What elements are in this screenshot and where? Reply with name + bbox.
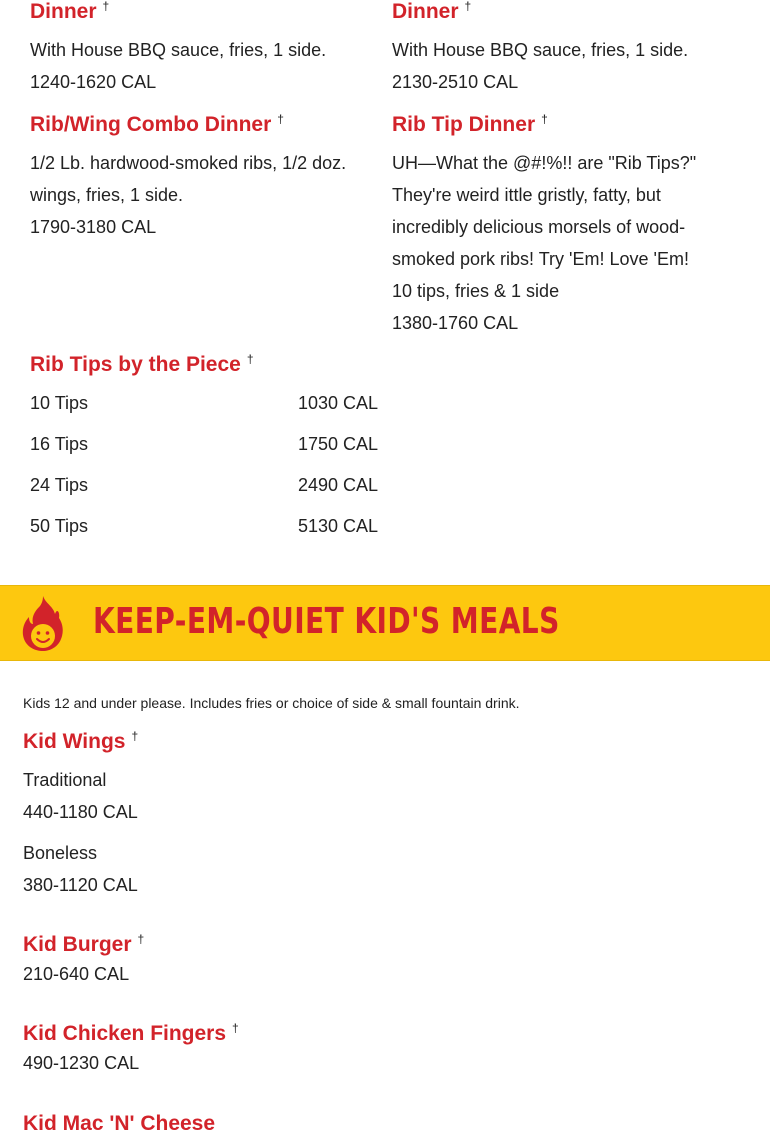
flame-face-icon (22, 594, 64, 652)
dagger-mark: † (102, 0, 110, 13)
item-title-kid-chicken-fingers (23, 1022, 239, 1046)
dagger-mark: † (541, 112, 548, 126)
table-row-label: 10 Tips (30, 393, 89, 413)
item-title-text: Kid Mac 'N' Cheese (23, 1112, 216, 1135)
item-calories: 1380-1760 CAL (392, 313, 519, 333)
item-title-text: Dinner (30, 0, 97, 23)
item-title-rib-tip-dinner (392, 113, 548, 137)
table-row-label: 16 Tips (30, 434, 89, 454)
item-calories: 490-1230 CAL (23, 1053, 140, 1073)
item-title-kid-wings (23, 730, 138, 754)
item-title-text: Dinner (392, 0, 459, 23)
option-label: Traditional (23, 770, 107, 790)
item-description-line: UH—What the @#!%!! are "Rib Tips?" (392, 153, 697, 173)
item-description-line: smoked pork ribs! Try 'Em! Love 'Em! (392, 249, 689, 269)
dagger-mark: † (277, 112, 284, 126)
item-description-line: wings, fries, 1 side. (30, 185, 184, 205)
item-description: With House BBQ sauce, fries, 1 side. (392, 40, 689, 60)
item-title-text: Rib Tips by the Piece (30, 353, 241, 376)
dagger-mark: † (137, 932, 145, 946)
option-calories: 440-1180 CAL (23, 802, 138, 822)
item-calories: 1790-3180 CAL (30, 217, 157, 237)
item-description-line: 1/2 Lb. hardwood-smoked ribs, 1/2 doz. (30, 153, 347, 173)
option-label: Boneless (23, 843, 98, 863)
item-title-left-dinner (30, 0, 109, 24)
dagger-mark: † (246, 352, 254, 366)
item-title-text: Kid Chicken Fingers (23, 1022, 227, 1045)
option-calories: 380-1120 CAL (23, 875, 138, 895)
banner-title: KEEP-EM-QUIET KID'S MEALS (93, 601, 560, 642)
table-row-calories: 2490 CAL (298, 475, 379, 495)
item-detail: 10 tips, fries & 1 side (392, 281, 560, 301)
item-description: With House BBQ sauce, fries, 1 side. (30, 40, 327, 60)
item-title-text: Kid Burger (23, 933, 132, 956)
dagger-mark: † (131, 729, 139, 743)
item-title-rib-tips-by-piece (30, 353, 254, 377)
table-row-label: 50 Tips (30, 516, 89, 536)
kids-note: Kids 12 and under please. Includes fries or choice of side & small fountain drink. (23, 695, 520, 711)
item-calories: 1240-1620 CAL (30, 72, 157, 92)
item-description-line: incredibly delicious morsels of wood- (392, 217, 686, 237)
table-row-calories: 1030 CAL (298, 393, 379, 413)
table-row-calories: 5130 CAL (298, 516, 379, 536)
item-title-rib-wing-combo (30, 113, 284, 137)
kids-meals-banner (0, 585, 770, 661)
item-calories: 2130-2510 CAL (392, 72, 519, 92)
item-title-kid-burger (23, 933, 144, 957)
table-row-calories: 1750 CAL (298, 434, 379, 454)
item-title-right-dinner (392, 0, 471, 24)
dagger-mark: † (232, 1021, 239, 1035)
item-title-text: Rib/Wing Combo Dinner (30, 113, 272, 136)
item-description-line: They're weird ittle gristly, fatty, but (392, 185, 661, 205)
item-calories: 210-640 CAL (23, 964, 130, 984)
item-title-kid-mac-n-cheese (23, 1112, 215, 1136)
table-row-label: 24 Tips (30, 475, 89, 495)
dagger-mark: † (464, 0, 472, 13)
item-title-text: Kid Wings (23, 730, 126, 753)
item-title-text: Rib Tip Dinner (392, 113, 536, 136)
